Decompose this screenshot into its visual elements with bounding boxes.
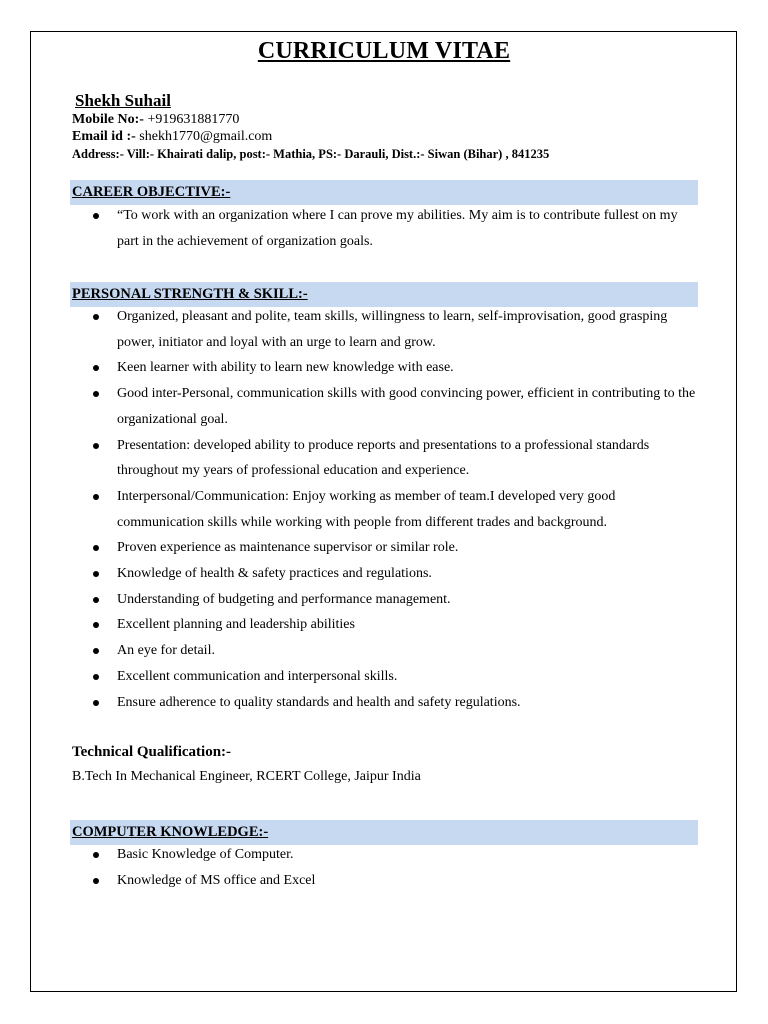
list-item — [90, 664, 700, 690]
list-item-text: Keen learner with ability to learn new knowledge with ease. — [117, 360, 454, 376]
document-title: CURRICULUM VITAE — [257, 38, 511, 64]
list-item — [90, 535, 700, 561]
list-item — [90, 381, 700, 432]
technical-qualification-text: B.Tech In Mechanical Engineer, RCERT College, Jaipur India — [72, 769, 421, 784]
mobile-value: +919631881770 — [143, 112, 240, 127]
email-line — [72, 129, 272, 145]
list-item — [90, 587, 700, 613]
bullet-icon — [93, 571, 99, 577]
bullet-icon — [93, 852, 99, 858]
bullet-icon — [93, 545, 99, 551]
address-line: Address:- Vill:- Khairati dalip, post:- Mathia, PS:- Darauli, Dist.:- Siwan (Bihar) , 841235 — [72, 147, 550, 161]
bullet-icon — [93, 597, 99, 603]
bullet-icon — [93, 443, 99, 449]
bullet-icon — [93, 878, 99, 884]
list-item — [90, 304, 700, 355]
computer-knowledge-list — [90, 842, 700, 893]
list-item-text: Organized, pleasant and polite, team skills, willingness to learn, self-improvisation, good grasping power, initiator and loyal with an urge to learn and grow. — [117, 309, 668, 350]
list-item — [90, 433, 700, 484]
list-item-text: Knowledge of health & safety practices and regulations. — [117, 566, 432, 582]
email-value: shekh1770@gmail.com — [135, 129, 273, 144]
list-item — [90, 355, 700, 381]
list-item — [90, 638, 700, 664]
list-item-text: Understanding of budgeting and performance management. — [117, 591, 451, 607]
mobile-line — [72, 112, 239, 128]
bullet-icon — [93, 314, 99, 320]
list-item — [90, 484, 700, 535]
candidate-name: Shekh Suhail — [75, 91, 171, 110]
list-item — [90, 612, 700, 638]
bullet-icon — [93, 365, 99, 371]
list-item-text: Excellent communication and interpersonal skills. — [117, 668, 398, 684]
bullet-icon — [93, 674, 99, 680]
bullet-icon — [93, 700, 99, 706]
personal-strength-list — [90, 304, 700, 715]
list-item-text: Basic Knowledge of Computer. — [117, 847, 294, 862]
list-item-text: Good inter-Personal, communication skills with good convincing power, efficient in contributing to the organizational goal. — [117, 386, 696, 427]
bullet-icon — [93, 648, 99, 654]
list-item — [90, 868, 700, 894]
personal-strength-heading: PERSONAL STRENGTH & SKILL:- — [72, 286, 308, 302]
list-item — [90, 842, 700, 868]
list-item-text: Knowledge of MS office and Excel — [117, 872, 316, 888]
list-item — [90, 561, 700, 587]
list-item — [90, 690, 700, 716]
computer-knowledge-heading: COMPUTER KNOWLEDGE:- — [72, 824, 269, 840]
list-item-text: Excellent planning and leadership abilities — [117, 617, 355, 633]
list-item-text: Interpersonal/Communication: Enjoy working as member of team.I developed very good communication skills while working with people from different trades and background. — [117, 488, 616, 530]
bullet-icon — [93, 213, 99, 219]
bullet-icon — [93, 494, 99, 500]
technical-qualification-heading: Technical Qualification:- — [72, 744, 232, 760]
list-item-text: Presentation: developed ability to produce reports and presentations to a professional standards throughout my years of professional education and experience. — [117, 437, 650, 479]
mobile-label: Mobile No:- — [72, 112, 144, 127]
bullet-icon — [93, 622, 99, 628]
list-item-text: Ensure adherence to quality standards and health and safety regulations. — [117, 694, 521, 710]
list-item-text: An eye for detail. — [117, 643, 215, 659]
list-item — [90, 203, 700, 254]
list-item-text: Proven experience as maintenance supervisor or similar role. — [117, 540, 459, 556]
bullet-icon — [93, 391, 99, 397]
email-label: Email id :- — [72, 129, 136, 144]
list-item-text: “To work with an organization where I can prove my abilities. My aim is to contribute fullest on my part in the achievement of organization goals. — [117, 208, 678, 249]
career-objective-header — [70, 180, 698, 205]
career-objective-heading: CAREER OBJECTIVE:- — [72, 184, 231, 200]
career-objective-list — [90, 203, 700, 254]
